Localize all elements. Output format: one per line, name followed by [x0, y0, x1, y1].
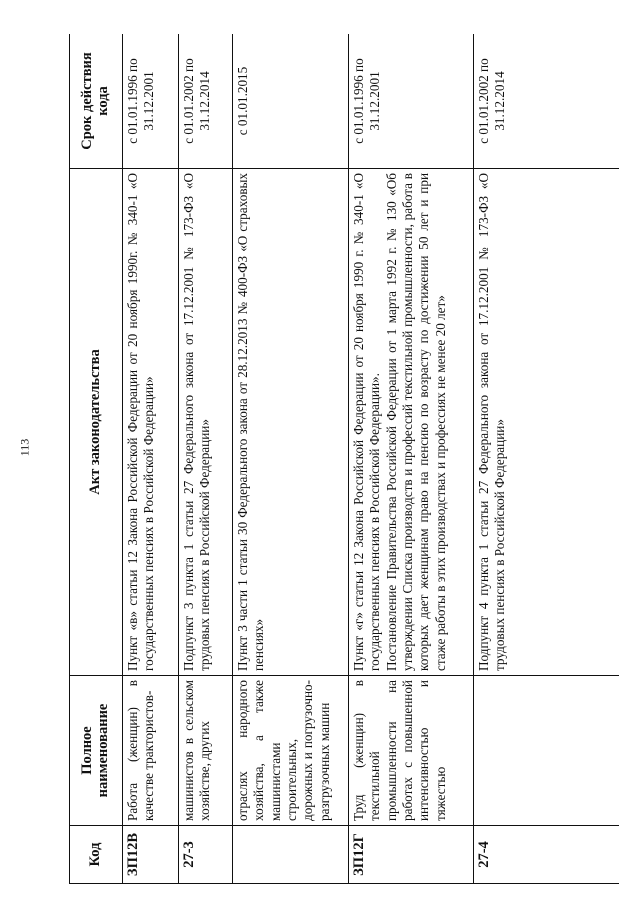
cell-period: с 01.01.1996 по 31.12.2001: [123, 34, 179, 169]
header-period: Срок действия кода: [70, 34, 123, 169]
rotated-table-container: [69, 34, 619, 884]
table-wrapper: [69, 34, 619, 884]
cell-act: Пункт «в» статьи 12 Закона Российской Федерации от 20 ноября 1990г. № 340-1 «О государственных пенсиях в Российской Федерации»: [123, 169, 179, 676]
cell-name: Труд (женщин) в текстильной промышленности на работах с повышенной интенсивностью и тяжестью: [349, 676, 474, 826]
header-name: Полное наименование: [70, 676, 123, 826]
cell-period: с 01.01.2002 по 31.12.2014: [179, 34, 233, 169]
cell-code: 27-3: [179, 826, 233, 884]
cell-name: Работа (женщин) в качестве трактористов-: [123, 676, 179, 826]
cell-act: Подпункт 4 пункта 1 статьи 27 Федерального закона от 17.12.2001 № 173-ФЗ «О трудовых пенсиях в Российской Федерации»: [474, 169, 620, 676]
table-row: [474, 34, 620, 884]
page-number: 113: [17, 438, 32, 457]
cell-name: [474, 676, 620, 826]
legislation-codes-table: [69, 34, 619, 884]
cell-code: ЗП12Г: [349, 826, 474, 884]
cell-code: ЗП12В: [123, 826, 179, 884]
act-paragraph: Постановление Правительства Российской Федерации от 1 марта 1992 г. № 130 «Об утверждении Списка производств и профессий текстильной промышленности, работа в которых дает женщинам право на пенсию по возрасту по достижении 50 лет и при стаже работы в этих производствах и профессиях не менее 20 лет»: [383, 173, 448, 671]
cell-act: [349, 169, 474, 676]
cell-name: машинистов в сельском хозяйстве, других: [179, 676, 233, 826]
table-row: [349, 34, 474, 884]
cell-act: Пункт 3 части 1 статьи 30 Федерального закона от 28.12.2013 № 400-ФЗ «О страховых пенсиях»: [233, 169, 349, 676]
table-row: [179, 34, 233, 884]
table-row: [233, 34, 349, 884]
header-act: Акт законодательства: [70, 169, 123, 676]
cell-period: с 01.01.1996 по 31.12.2001: [349, 34, 474, 169]
cell-act: Подпункт 3 пункта 1 статьи 27 Федерального закона от 17.12.2001 № 173-ФЗ «О трудовых пенсиях в Российской Федерации»: [179, 169, 233, 676]
cell-period: с 01.01.2015: [233, 34, 349, 169]
cell-period: с 01.01.2002 по 31.12.2014: [474, 34, 620, 169]
header-code: Код: [70, 826, 123, 884]
cell-name: отраслях народного хозяйства, а также машинистами строительных, дорожных и погрузочно-разгрузочных машин: [233, 676, 349, 826]
cell-code: [233, 826, 349, 884]
table-header-row: [70, 34, 123, 884]
cell-code: 27-4: [474, 826, 620, 884]
table-row: [123, 34, 179, 884]
act-paragraph: Пункт «г» статьи 12 Закона Российской Федерации от 20 ноября 1990 г. № 340-1 «О государственных пенсиях в Российской Федерации».: [351, 173, 383, 671]
